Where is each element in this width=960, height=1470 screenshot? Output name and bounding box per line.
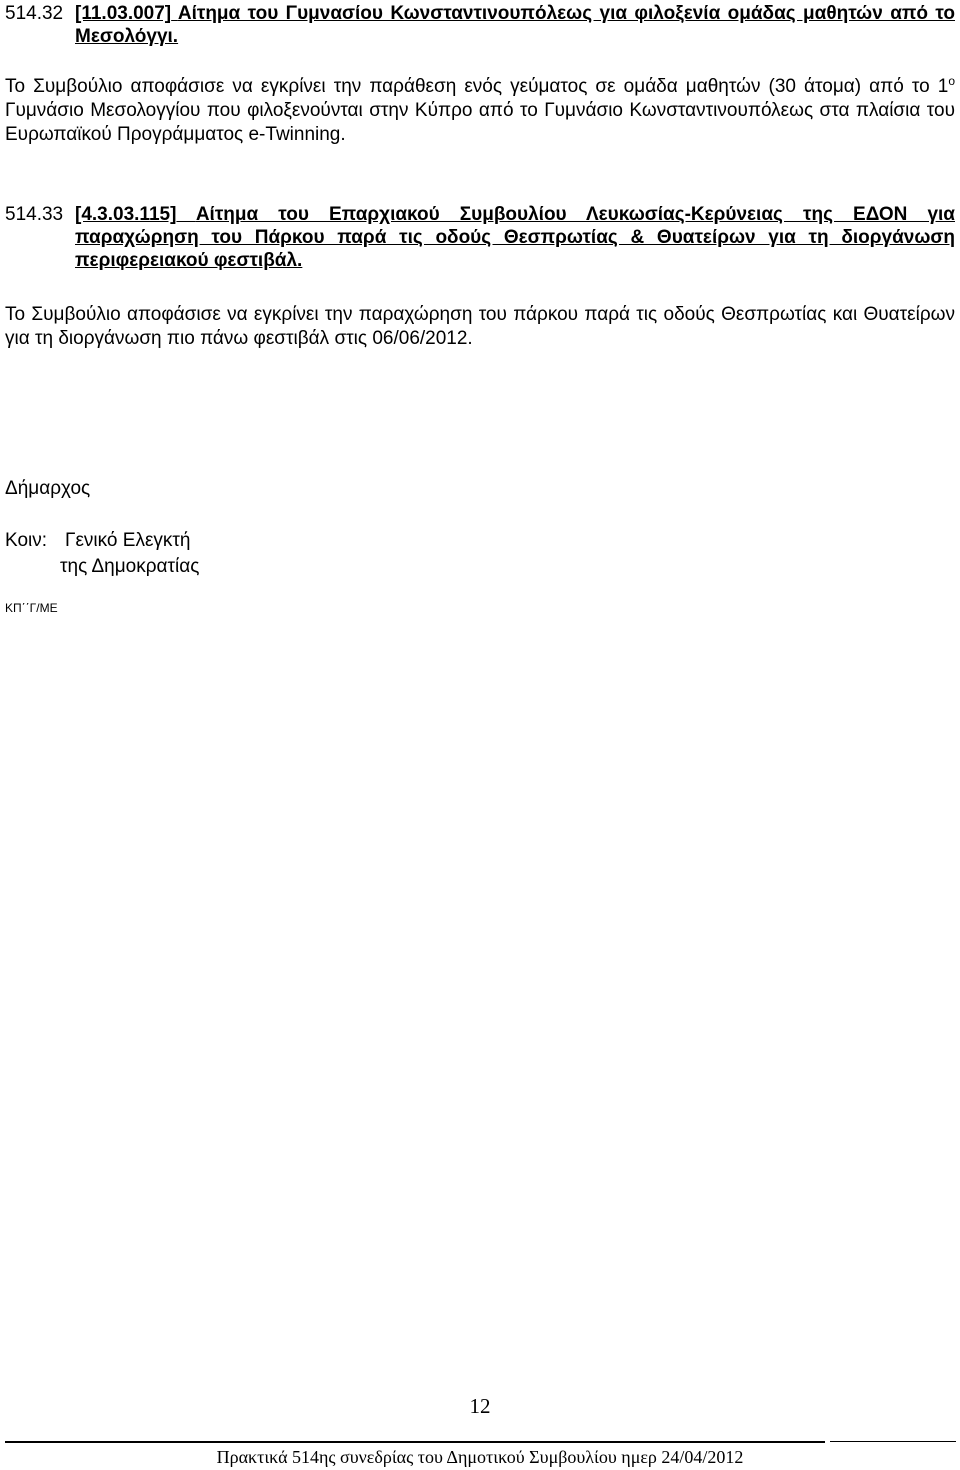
copy-to-label: Κοιν: (5, 530, 48, 551)
item-title-text: Αίτημα του Επαρχιακού Συμβουλίου Λευκωσίας-Κερύνειας της ΕΔΟΝ για παραχώρηση του Πάρκου παρά τις οδούς Θεσπρωτίας & Θυατείρων για τη διοργάνωση περιφερειακού φεστιβάλ. (75, 204, 955, 271)
footer-rule-thin (830, 1441, 956, 1442)
footer-text: Πρακτικά 514ης συνεδρίας του Δημοτικού Συμβουλίου ημερ 24/04/2012 (216, 1447, 744, 1467)
item-reference: [11.03.007] (75, 3, 172, 24)
item-reference: [4.3.03.115] (75, 204, 177, 225)
item-title-text: Αίτημα του Γυμνασίου Κωνσταντινουπόλεως για φιλοξενία ομάδας μαθητών από το Μεσολόγγι. (75, 3, 955, 47)
item-decision: Το Συμβούλιο αποφάσισε να εγκρίνει την παράθεση ενός γεύματος σε ομάδα μαθητών (30 άτομα) από το $1^o$ Γυμνάσιο Μεσολογγίου που φιλοξενούνται στην Κύπρο από το Γυμνάσιο Κωνσταντινουπόλεως στα πλαίσια του Ευρωπαϊκού Προγράμματος e-Twinning. (5, 74, 955, 145)
item-title (75, 2, 955, 48)
page-number: 12 (469, 1394, 491, 1418)
copy-to-line2: της Δημοκρατίας (60, 556, 200, 577)
ordinal-superscript: ο (948, 74, 955, 88)
signature-title: Δήμαρχος (5, 478, 91, 499)
item-decision: Το Συμβούλιο αποφάσισε να εγκρίνει την παραχώρηση του πάρκου παρά τις οδούς Θεσπρωτίας και Θυατείρων για τη διοργάνωση πιο πάνω φεστιβάλ στις 06/06/2012. (5, 304, 955, 349)
item-title (75, 203, 955, 272)
item-heading (5, 2, 955, 48)
item-number: 514.32 (5, 3, 64, 24)
item-number: 514.33 (5, 204, 64, 225)
footer-rule (5, 1441, 825, 1443)
copy-to-line1: Γενικό Ελεγκτή (65, 530, 191, 551)
copy-to-block (5, 528, 199, 580)
item-heading (5, 203, 955, 272)
typist-initials: ΚΠ΄΄Γ/ΜΕ (5, 601, 58, 615)
